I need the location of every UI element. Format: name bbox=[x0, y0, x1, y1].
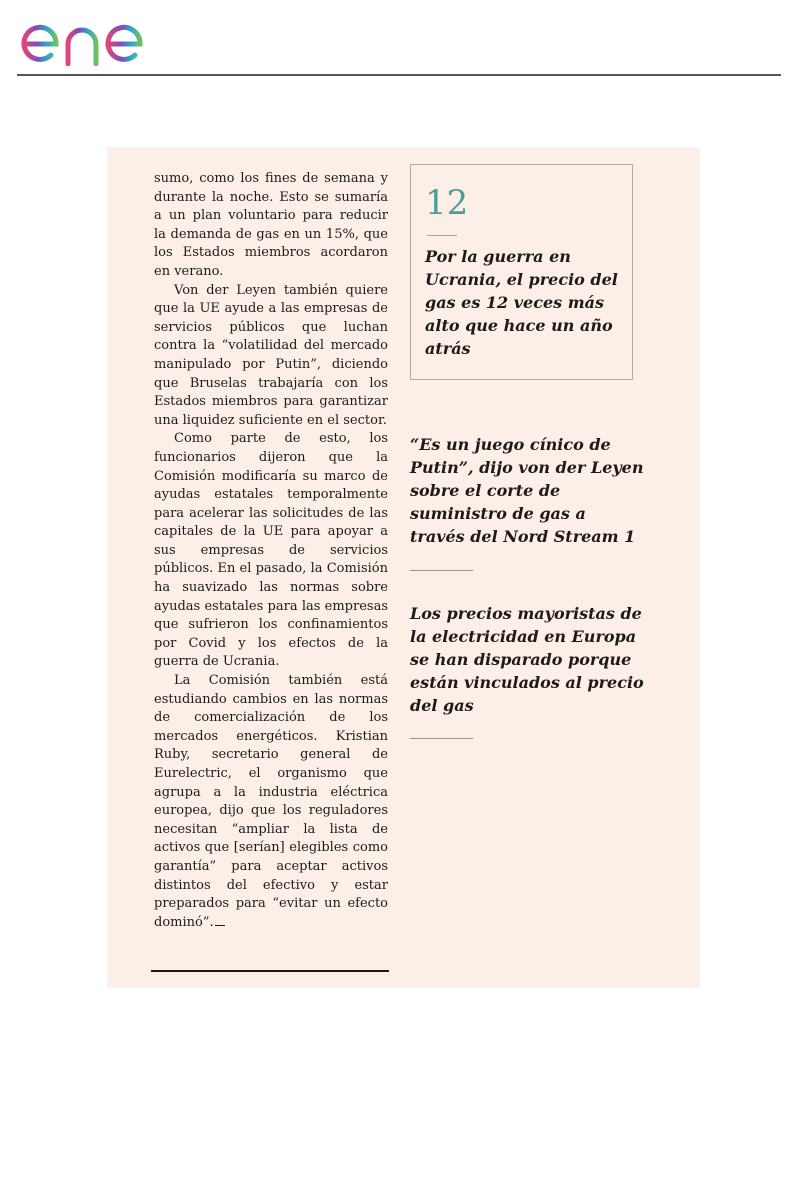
article-paragraph: Von der Leyen también quiere que la UE ayude a las empresas de servicios públicos que luchan contra la “volatilidad del mercado manipulado por Putin”, diciendo que Bruselas trabajaría con los Estados miembros para garantizar una liquidez suficiente en el sector. bbox=[154, 282, 388, 428]
pull-quote-divider bbox=[410, 738, 473, 739]
end-of-article-mark bbox=[215, 925, 225, 926]
article-paragraph: sumo, como los fines de semana y durante la noche. Esto se sumaría a un plan voluntario para reducir la demanda de gas en un 15%, que los Estados miembros acordaron en verano. bbox=[154, 171, 388, 279]
page-header bbox=[0, 0, 800, 80]
newspaper-clipping bbox=[107, 147, 700, 988]
column-end-rule bbox=[151, 970, 389, 972]
highlight-box bbox=[410, 164, 633, 380]
article-paragraph-text: La Comisión también está estudiando cambios en las normas de comercialización de los mercados energéticos. Kristian Ruby, secretario general de Eurelectric, el organismo que agrupa a la industria eléctrica europea, dijo que los reguladores necesitan “ampliar la lista de activos que [serían] elegibles como garantía” para aceptar activos distintos del efectivo y estar preparados para “evitar un efecto dominó”. bbox=[154, 673, 388, 930]
header-divider bbox=[17, 74, 781, 76]
pull-quote-electricity: Los precios mayoristas de la electricidad en Europa se han disparado porque están vinculados al precio del gas bbox=[410, 604, 644, 715]
highlight-text: Por la guerra en Ucrania, el precio del gas es 12 veces más alto que hace un año atrás bbox=[425, 247, 618, 358]
article-body bbox=[154, 170, 388, 932]
pull-quote-divider bbox=[410, 570, 473, 571]
pull-quote-putin: “Es un juego cínico de Putin”, dijo von der Leyen sobre el corte de suministro de gas a través del Nord Stream 1 bbox=[410, 435, 644, 546]
highlight-number-rule bbox=[427, 235, 457, 236]
highlight-number: 12 bbox=[425, 183, 469, 223]
article-paragraph-last bbox=[154, 672, 388, 932]
enel-logo bbox=[18, 8, 168, 66]
article-paragraph: Como parte de esto, los funcionarios dijeron que la Comisión modificaría su marco de ayudas estatales temporalmente para acelerar las solicitudes de las capitales de la UE para apoyar a sus empresas de servicios públicos. En el pasado, la Comisión ha suavizado las normas sobre ayudas estatales para las empresas que sufrieron los confinamientos por Covid y los efectos de la guerra de Ucrania. bbox=[154, 431, 388, 670]
